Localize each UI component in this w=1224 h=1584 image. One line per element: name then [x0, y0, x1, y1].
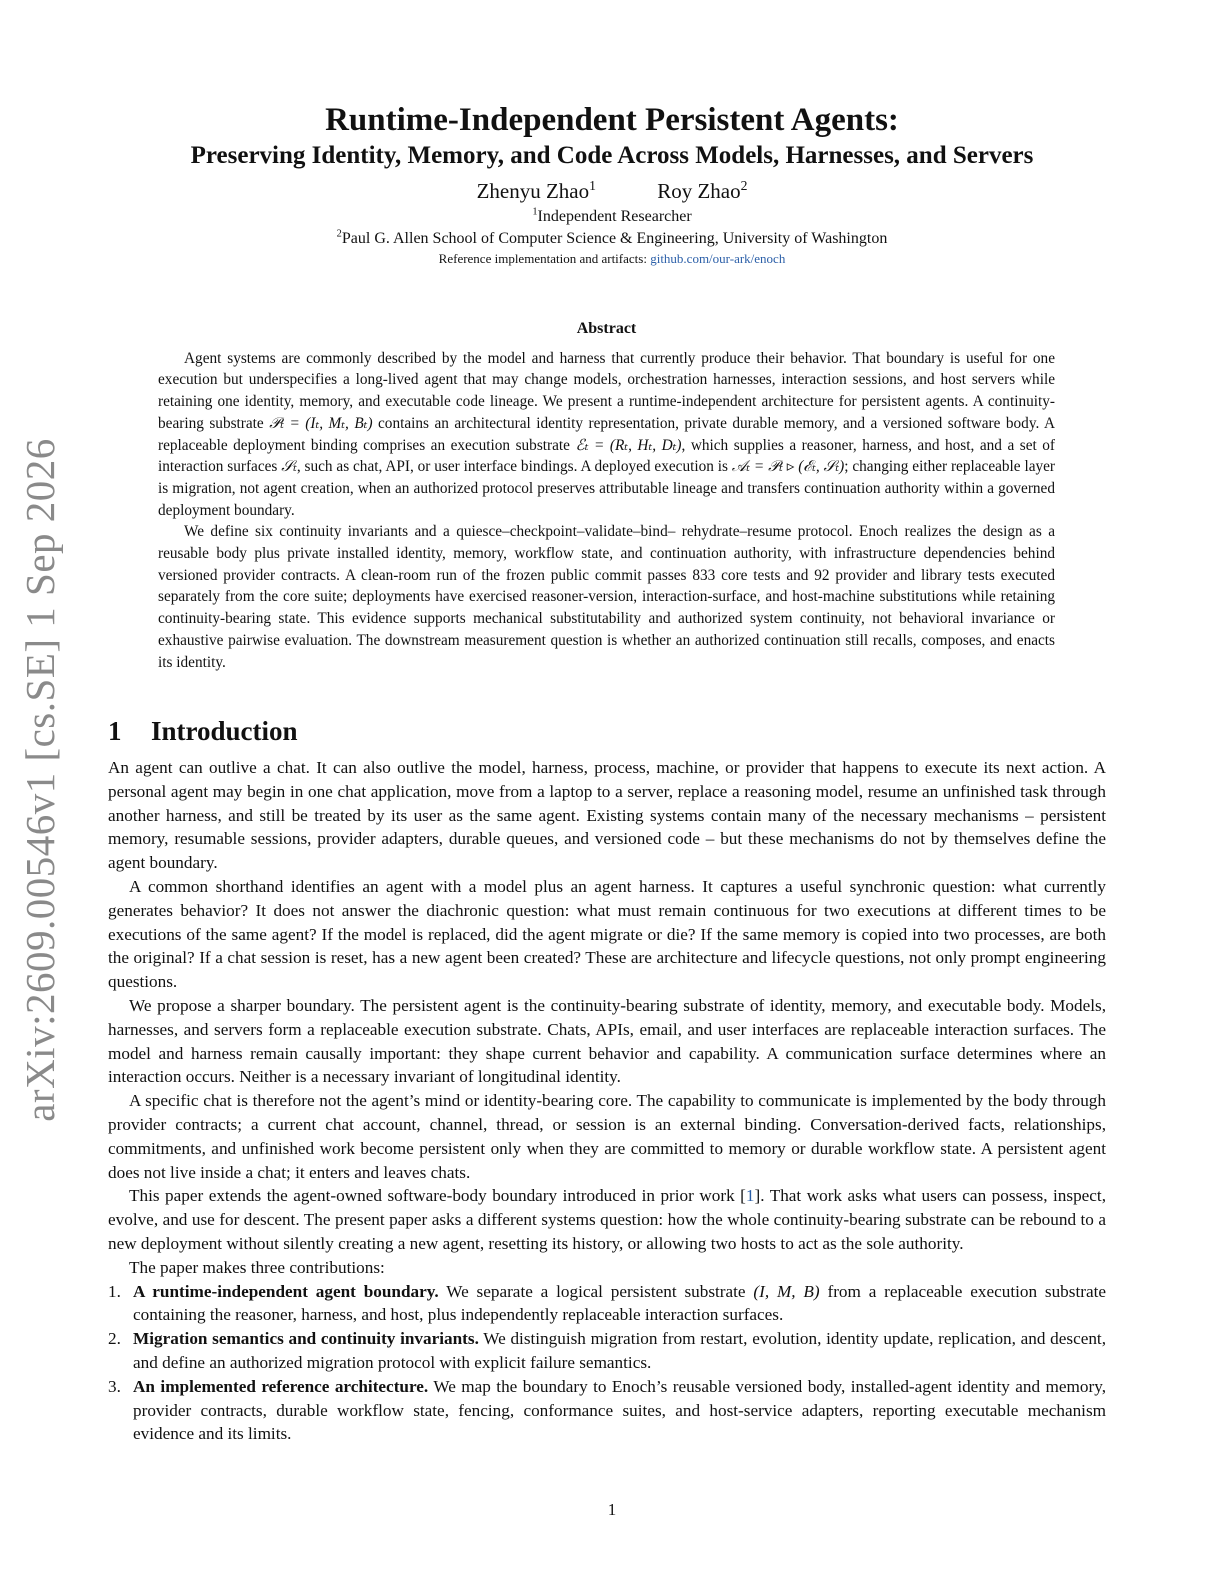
author-roy-zhao	[657, 179, 747, 203]
section-introduction	[108, 714, 1106, 1446]
paper-subtitle: Preserving Identity, Memory, and Code Across Models, Harnesses, and Servers	[190, 142, 1034, 169]
artifact-label: Reference implementation and artifacts:	[438, 251, 651, 266]
contribution-item	[108, 1375, 1106, 1446]
intro-paragraph-5	[108, 1184, 1106, 1255]
math-execution-substrate: ℰₜ = (Rₜ, Hₜ, Dₜ)	[575, 436, 682, 454]
artifact-line	[0, 250, 1224, 268]
affiliation-text: Independent Researcher	[537, 208, 692, 225]
author-affiliation-mark: 2	[740, 178, 748, 193]
page-number: 1	[607, 1500, 617, 1519]
section-number: 1	[108, 716, 122, 746]
text-run: contains an architectural identity representation, private durable memory, and a versioned software body. A replaceable deployment binding comprises an execution substrate	[158, 414, 1055, 454]
contribution-item	[108, 1327, 1106, 1375]
contribution-text: from a replaceable execution substrate containing the reasoner, harness, and host, plus independently replaceable interaction surfaces.	[133, 1281, 1106, 1325]
contribution-title: An implemented reference architecture.	[133, 1376, 429, 1396]
section-heading	[108, 714, 1106, 748]
text-run: ]. That work asks what users can possess, inspect, evolve, and use for descent. The present paper asks a different systems question: how the whole continuity-bearing substrate can be rebound to a new deployment without silently creating a new agent, resetting its history, or allowing two hosts to act as the sole authority.	[108, 1186, 1106, 1253]
author-zhenyu-zhao	[477, 179, 596, 203]
intro-paragraph-2: A common shorthand identifies an agent with a model plus an agent harness. It captures a useful synchronic question: what currently generates behavior? It does not answer the diachronic question: what must remain continuous for two executions at different times to be executions of the same agent? If the model is replaced, did the agent migrate or die? If the same memory is copied into two processes, are both the original? If a chat session is reset, has a new agent been created? These are architecture and lifecycle questions, not only prompt engineering questions.	[108, 876, 1106, 992]
affiliation-2	[0, 228, 1224, 250]
intro-paragraph-3: We propose a sharper boundary. The persistent agent is the continuity-bearing substrate of identity, memory, and executable body. Models, harnesses, and servers form a replaceable execution substrate. Chats, APIs, email, and user interfaces are replaceable interaction surfaces. The model and harness remain causally important: they shape current behavior and capability. A communication surface determines where an interaction occurs. Neither is a necessary invariant of longitudinal identity.	[108, 995, 1106, 1087]
list-marker: 1.	[108, 1281, 121, 1301]
text-run: This paper extends the agent-owned software-body boundary introduced in prior work [	[129, 1186, 746, 1206]
abstract-heading: Abstract	[576, 320, 637, 337]
contribution-title: Migration semantics and continuity invariants.	[133, 1329, 479, 1349]
citation-link[interactable]: 1	[745, 1186, 755, 1206]
math-substrate: 𝒫ₜ = (Iₜ, Mₜ, Bₜ)	[269, 414, 373, 432]
artifact-link[interactable]: github.com/our-ark/enoch	[650, 251, 786, 266]
contribution-text: We map the boundary to Enoch’s reusable versioned body, installed-agent identity and memory, provider contracts, durable workflow state, fencing, conformance suites, and host-service adapters, reporting executable mechanism evidence and its limits.	[133, 1376, 1106, 1444]
text-run: ; changing either replaceable layer is migration, not agent creation, when an authorized protocol preserves attributable lineage and transfers continuation authority within a governed deployment boundary.	[158, 458, 1056, 519]
text-run: , such as chat, API, or user interface bindings. A deployed execution is	[296, 458, 732, 476]
math-interaction-surfaces: 𝒮ₜ	[281, 458, 297, 476]
affiliation-mark: 1	[532, 206, 538, 218]
author-list	[0, 176, 1224, 206]
abstract-paragraph-2: We define six continuity invariants and a quiesce–checkpoint–validate–bind– rehydrate–resume protocol. Enoch realizes the design as a reusable body plus private installed identity, memory, workflow state, and continuation authority, with infrastructure dependencies behind versioned provider contracts. A clean-room run of the frozen public commit passes 833 core tests and 92 provider and library tests executed separately from the core suite; deployments have exercised reasoner-version, interaction-surface, and host-machine substitutions while retaining continuity-bearing state. This evidence supports mechanical substitutability and authorized system continuity, not behavioral invariance or exhaustive pairwise evaluation. The downstream measurement question is whether an authorized continuation still recalls, composes, and enacts its identity.	[158, 523, 1055, 671]
intro-paragraph-1: An agent can outlive a chat. It can also outlive the model, harness, process, machine, or provider that happens to execute its next action. A personal agent may begin in one chat application, move from a laptop to a server, replace a reasoning model, resume an unfinished task through another harness, and still be treated by its user as the same agent. Existing systems contain many of the necessary mechanisms – persistent memory, resumable sessions, provider adapters, durable queues, and versioned code – but these mechanisms do not by themselves define the agent boundary.	[108, 758, 1106, 873]
paper-title: Runtime-Independent Persistent Agents:	[325, 102, 899, 138]
list-marker: 3.	[108, 1376, 121, 1396]
math-substrate-tuple: (I, M, B)	[753, 1281, 820, 1301]
contribution-item	[108, 1280, 1106, 1328]
author-name: Zhenyu Zhao	[476, 179, 590, 203]
section-title: Introduction	[151, 716, 298, 746]
text-run: , which supplies a reasoner, harness, and host, and a set of interaction surfaces	[158, 436, 1055, 476]
abstract-paragraph-1	[158, 348, 1055, 522]
math-deployed-execution: 𝒜ₜ = 𝒫ₜ ▹ (ℰₜ, 𝒮ₜ)	[731, 458, 845, 476]
intro-paragraph-4: A specific chat is therefore not the agent’s mind or identity-bearing core. The capability to communicate is implemented by the body through provider contracts; a current chat account, channel, thread, or session is an external binding. Conversation-derived facts, relationships, commitments, and unfinished work become persistent only when they are committed to memory or durable workflow state. A persistent agent does not live inside a chat; it enters and leaves chats.	[108, 1091, 1106, 1182]
author-name: Roy Zhao	[657, 179, 741, 203]
affiliation-mark: 2	[336, 228, 342, 240]
intro-paragraph-6: The paper makes three contributions:	[129, 1257, 385, 1277]
paper-header	[0, 100, 1224, 268]
contribution-title: A runtime-independent agent boundary.	[133, 1281, 439, 1301]
contribution-text: We separate a logical persistent substrate	[438, 1281, 754, 1301]
affiliation-text: Paul G. Allen School of Computer Science & Engineering, University of Washington	[341, 230, 888, 247]
list-marker: 2.	[108, 1329, 121, 1349]
contribution-list	[108, 1280, 1106, 1447]
arxiv-identifier: arXiv:2609.00546v1 [cs.SE] 1 Sep 2026	[17, 438, 63, 1122]
abstract	[158, 318, 1055, 673]
text-run: Agent systems are commonly described by the model and harness that currently produce their behavior. That boundary is useful for one execution but underspecifies a long-lived agent that may change models, orchestration harnesses, interaction sessions, and host servers while retaining one identity, memory, and executable code lineage. We present a runtime-independent architecture for persistent agents. A continuity-bearing substrate	[158, 349, 1055, 432]
contribution-text: We distinguish migration from restart, evolution, identity update, replication, and descent, and define an authorized migration protocol with explicit failure semantics.	[133, 1329, 1106, 1372]
author-affiliation-mark: 1	[589, 178, 596, 193]
affiliation-1	[0, 206, 1224, 228]
